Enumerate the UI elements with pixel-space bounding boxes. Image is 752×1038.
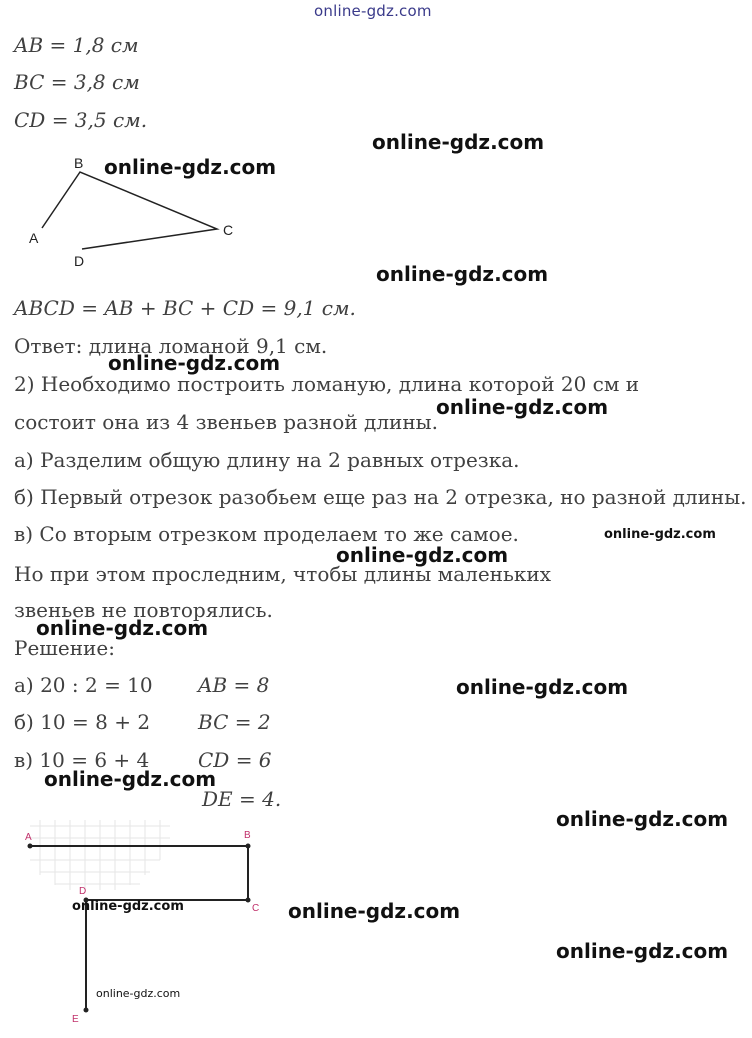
line-note-b: звеньев не повторялись. (14, 598, 273, 622)
watermark: online-gdz.com (556, 807, 729, 831)
label-d: D (79, 886, 87, 897)
line-task2-a: 2) Необходимо построить ломаную, длина которой 20 см и (14, 372, 640, 396)
label-b: B (74, 155, 84, 171)
point-a (28, 844, 33, 849)
watermark: online-gdz.com (108, 351, 281, 375)
watermark: online-gdz.com (372, 130, 545, 154)
polyline-abcd (42, 172, 217, 249)
grid-background (30, 820, 170, 890)
watermark: online-gdz.com (288, 899, 461, 923)
line-sol-a-left: а) 20 : 2 = 10 (14, 673, 153, 697)
watermark: online-gdz.com (336, 543, 509, 567)
line-sol-a-right: AB = 8 (198, 673, 270, 697)
watermark: online-gdz.com (36, 616, 209, 640)
watermark: online-gdz.com (604, 527, 716, 542)
line-bc: BC = 3,8 см (14, 70, 140, 94)
polyline-abcde (30, 846, 248, 1010)
watermark: online-gdz.com (44, 767, 217, 791)
watermark: online-gdz.com (436, 395, 609, 419)
line-sol-d-right: DE = 4. (202, 787, 282, 811)
line-cd: CD = 3,5 см. (14, 108, 148, 132)
watermark: online-gdz.com (96, 987, 181, 1000)
point-e (84, 1008, 89, 1013)
watermark: online-gdz.com (376, 262, 549, 286)
label-b: B (244, 830, 251, 841)
line-answer: Ответ: длина ломаной 9,1 см. (14, 334, 328, 358)
watermark: online-gdz.com (556, 939, 729, 963)
line-sol-b-left: б) 10 = 8 + 2 (14, 710, 151, 734)
line-task2-b: состоит она из 4 звеньев разной длины. (14, 410, 438, 434)
label-c: C (252, 903, 260, 914)
watermark: online-gdz.com (104, 155, 277, 179)
line-step-a: а) Разделим общую длину на 2 равных отрезка. (14, 448, 520, 472)
line-note-a: Но при этом проследним, чтобы длины маленьких (14, 562, 551, 586)
line-sol-c-right: CD = 6 (198, 748, 272, 772)
top-watermark: online-gdz.com (314, 2, 432, 20)
label-a: A (29, 230, 39, 246)
line-sol-c-left: в) 10 = 6 + 4 (14, 748, 150, 772)
label-d: D (74, 253, 85, 269)
line-step-c: в) Со вторым отрезком проделаем то же самое. (14, 522, 519, 546)
line-ab: AB = 1,8 см (14, 33, 139, 57)
watermark: online-gdz.com (72, 899, 184, 914)
line-step-b: б) Первый отрезок разобьем еще раз на 2 отрезка, но разной длины. (14, 485, 747, 509)
watermark: online-gdz.com (456, 675, 629, 699)
label-e: E (72, 1014, 79, 1025)
label-c: C (223, 222, 234, 238)
line-sol-b-right: BC = 2 (198, 710, 271, 734)
line-sum: ABCD = AB + BC + CD = 9,1 см. (14, 296, 356, 320)
point-c (246, 898, 251, 903)
point-b (246, 844, 251, 849)
line-solution: Решение: (14, 636, 115, 660)
label-a: A (25, 832, 32, 843)
